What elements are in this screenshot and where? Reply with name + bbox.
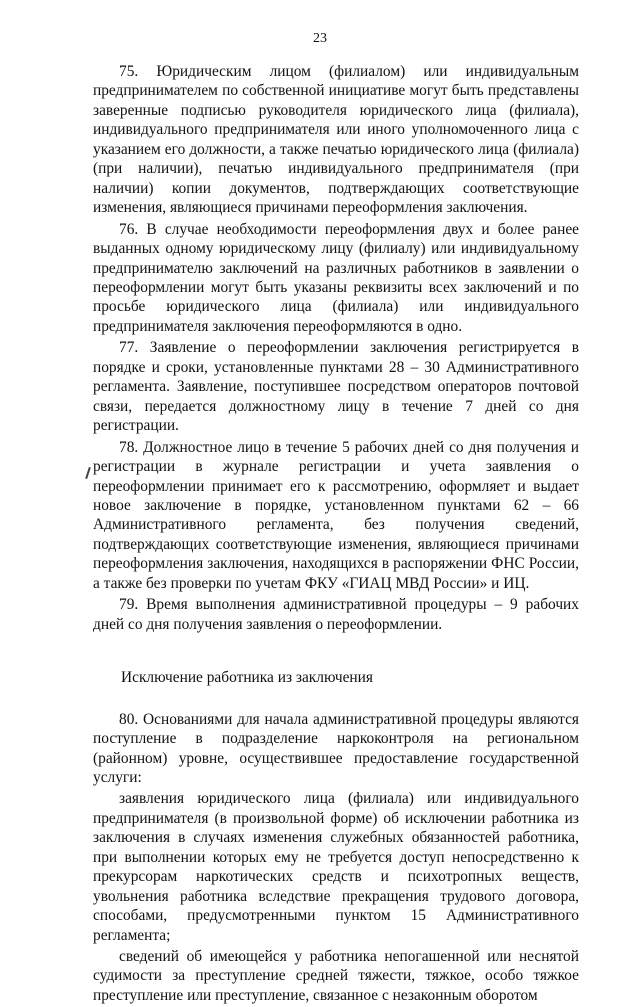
- paragraph-78: 78. Должностное лицо в течение 5 рабочих дней со дня получения и регистрации в журнале регистрации и учета заявления о переоформлении принимает его к рассмотрению, оформляет и выдает новое заключение в порядке, установленном пунктами 62 – 66 Административного регламента, без получения сведений, подтверждающих соответствующие изменения, являющиеся причинами переоформления заключения, находящихся в распоряжении ФНС России, а также без проверки по учетам ФКУ «ГИАЦ МВД России» и ИЦ.: [93, 438, 579, 592]
- section-heading: Исключение работника из заключения: [121, 669, 373, 687]
- paragraph-80-item-1: заявления юридического лица (филиала) или индивидуального предпринимателя (в произвольной форме) об исключении работника из заключения в случаях изменения служебных обязанностей работника, при выполнении которых ему не требуется доступ непосредственно к прекурсорам наркотических средств и психотропных веществ, увольнения работника вследствие прекращения трудового договора, способами, предусмотренными пунктом 15 Административного регламента;: [93, 790, 579, 944]
- paragraph-77: 77. Заявление о переоформлении заключения регистрируется в порядке и сроки, установленные пунктами 28 – 30 Административного регламента. Заявление, поступившее посредством операторов почтовой связи, передается должностному лицу в течение 7 дней со дня регистрации.: [93, 339, 579, 435]
- paragraph-79: 79. Время выполнения административной процедуры – 9 рабочих дней со дня получения заявления о переоформлении.: [93, 596, 579, 633]
- paragraph-80-item-2: сведений об имеющейся у работника непогашенной или неснятой судимости за преступление средней тяжести, тяжкое, особо тяжкое преступление или преступление, связанное с незаконным оборотом: [93, 948, 579, 1004]
- page-number: 23: [313, 31, 327, 46]
- scan-mark: [85, 467, 91, 479]
- document-body: [93, 62, 579, 1007]
- paragraph-80: 80. Основаниями для начала административной процедуры являются поступление в подразделение наркоконтроля на региональном (районном) уровне, осуществившее предоставление государственной услуги:: [93, 710, 579, 786]
- paragraph-75: 75. Юридическим лицом (филиалом) или индивидуальным предпринимателем по собственной инициативе могут быть представлены заверенные подписью руководителя юридического лица (филиала), индивидуального предпринимателя или иного уполномоченного лица с указанием его должности, а также печатью юридического лица (филиала) (при наличии), печатью индивидуального предпринимателя (при наличии) копии документов, подтверждающих соответствующие изменения, являющиеся причинами переоформления заключения.: [93, 63, 579, 217]
- paragraph-76: 76. В случае необходимости переоформления двух и более ранее выданных одному юридическому лицу (филиалу) или индивидуальному предпринимателю заключений на различных работников в заявлении о переоформлении могут быть указаны реквизиты всех заключений и по просьбе юридического лица (филиала) или индивидуального предпринимателя заключения переоформляются в одно.: [93, 220, 579, 335]
